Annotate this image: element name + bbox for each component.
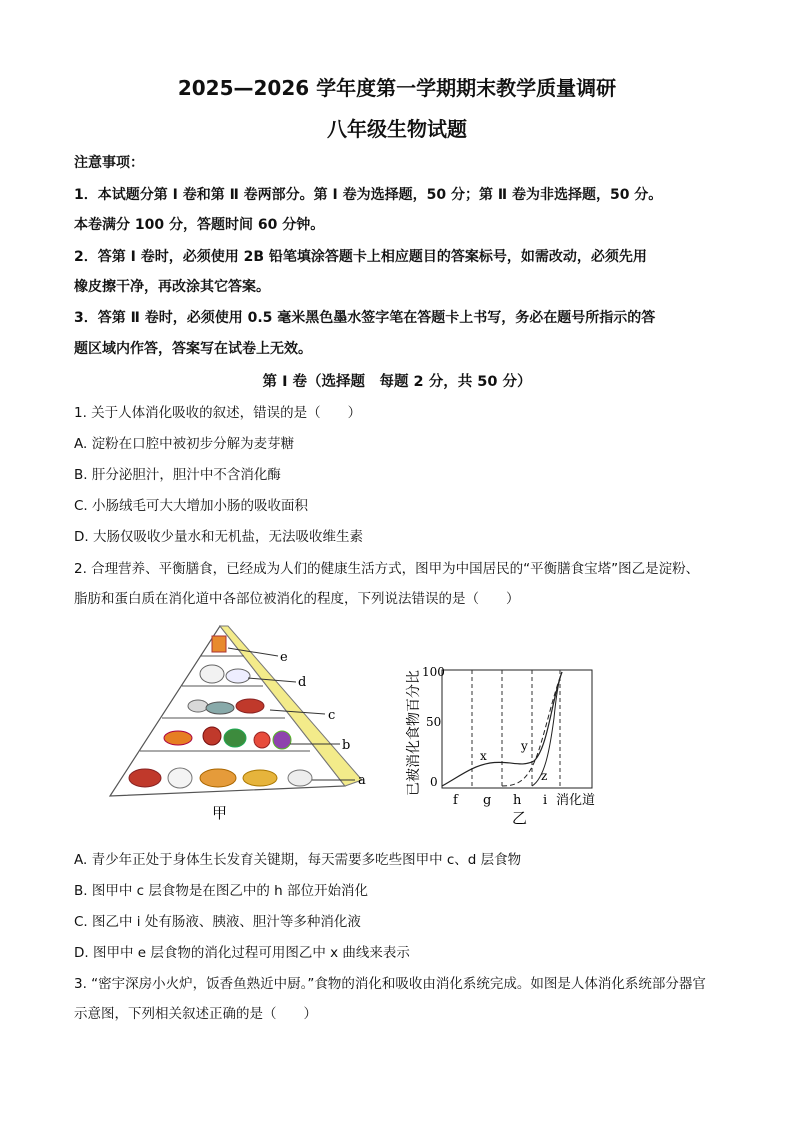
pyramid-label-e: e <box>280 650 288 665</box>
curve-label-y: y <box>521 739 528 753</box>
option-c: C. 小肠绒毛可大大增加小肠的吸收面积 <box>74 498 309 514</box>
x-tick-f: f <box>453 793 458 808</box>
digestion-graph <box>442 670 592 788</box>
pyramid-label-c: c <box>328 708 336 723</box>
notice-heading: 注意事项： <box>74 155 144 171</box>
notice-line: 2．答第 Ⅰ 卷时，必须使用 2B 铅笔填涂答题卡上相应题目的答案标号，如需改动，必须先用 <box>74 249 647 265</box>
option-b: B. 肝分泌胆汁，胆汁中不含消化酶 <box>74 467 281 483</box>
exam-title: 2025—2026 学年度第一学期期末教学质量调研 <box>177 76 617 100</box>
graph-ylabel: 已被消化食物百分比 <box>406 670 422 796</box>
x-tick-g: g <box>483 793 492 808</box>
notice-line: 本卷满分 100 分，答题时间 60 分钟。 <box>74 217 325 233</box>
notice-line: 橡皮擦干净，再改涂其它答案。 <box>74 279 270 295</box>
option-b: B. 图甲中 c 层食物是在图乙中的 h 部位开始消化 <box>74 883 368 899</box>
curve-label-x: x <box>480 749 487 763</box>
notice-line: 1．本试题分第 Ⅰ 卷和第 Ⅱ 卷两部分。第 Ⅰ 卷为选择题，50 分；第 Ⅱ 卷为非选择题，50 分。 <box>74 187 663 203</box>
figure-caption-jia: 甲 <box>212 804 228 822</box>
notice-line: 3．答第 Ⅱ 卷时，必须使用 0.5 毫米黑色墨水签字笔在答题卡上书写，务必在题号所指示的答 <box>74 310 656 326</box>
pyramid-label-b: b <box>342 738 351 753</box>
question-stem: 示意图，下列相关叙述正确的是（ ） <box>74 1006 317 1022</box>
option-a: A. 淀粉在口腔中被初步分解为麦芽糖 <box>74 436 295 452</box>
option-c: C. 图乙中 i 处有肠液、胰液、胆汁等多种消化液 <box>74 914 361 930</box>
curve-label-z: z <box>541 769 548 783</box>
x-tick-h: h <box>513 793 522 808</box>
figure-caption-yi: 乙 <box>512 809 528 827</box>
question-stem: 3. “密宇深房小火炉，饭香鱼熟近中厨。”食物的消化和吸收由消化系统完成。如图是人体消化系统部分器官 <box>74 976 706 992</box>
graph-xlabel: 消化道 <box>556 793 596 808</box>
y-tick-0: 0 <box>430 775 438 789</box>
option-d: D. 图甲中 e 层食物的消化过程可用图乙中 x 曲线来表示 <box>74 945 410 961</box>
question-stem: 脂肪和蛋白质在消化道中各部位被消化的程度，下列说法错误的是（ ） <box>74 591 520 607</box>
section-title: 第 Ⅰ 卷（选择题 每题 2 分，共 50 分） <box>262 374 532 390</box>
y-tick-50: 50 <box>426 715 442 729</box>
food-pyramid <box>110 626 362 796</box>
pyramid-label-a: a <box>358 773 366 788</box>
question-stem: 2. 合理营养、平衡膳食，已经成为人们的健康生活方式，图甲为中国居民的“平衡膳食宝塔”图乙是淀粉、 <box>74 561 700 577</box>
pyramid-label-d: d <box>298 675 307 690</box>
question-stem: 1. 关于人体消化吸收的叙述，错误的是（ ） <box>74 405 362 421</box>
notice-line: 题区域内作答，答案写在试卷上无效。 <box>74 341 312 357</box>
exam-subtitle: 八年级生物试题 <box>327 117 467 141</box>
question-figure <box>100 618 620 833</box>
x-tick-i: i <box>543 793 548 808</box>
option-a: A. 青少年正处于身体生长发育关键期，每天需要多吃些图甲中 c、d 层食物 <box>74 852 522 868</box>
option-d: D. 大肠仅吸收少量水和无机盐，无法吸收维生素 <box>74 529 363 545</box>
y-tick-100: 100 <box>422 665 445 679</box>
